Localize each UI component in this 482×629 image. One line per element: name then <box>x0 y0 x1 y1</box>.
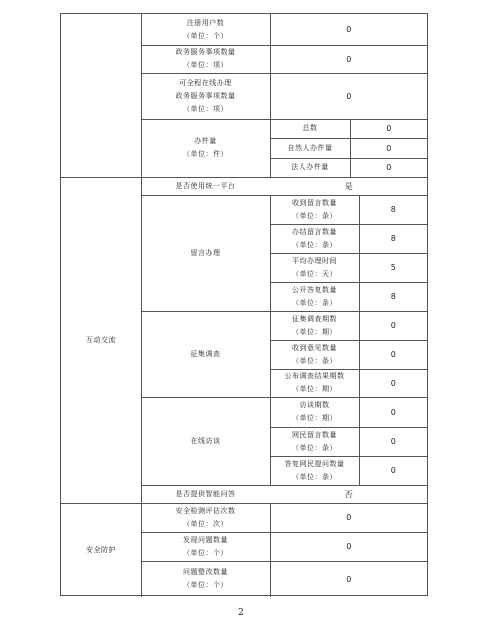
label-handled-total: 总数 <box>302 124 318 132</box>
value-unified-platform: 是 <box>344 181 354 191</box>
value-messages-public-replies: 8 <box>390 292 397 301</box>
label-messages-public-replies: 公开答复数量 （单位：条） <box>292 285 337 307</box>
label-handled: 办件量 （单位：件） <box>183 137 228 158</box>
value-handled-natural: 0 <box>386 143 392 153</box>
label-full-online-items: 可全程在线办理 政务服务事项数量 （单位：项） <box>175 78 236 113</box>
label-survey: 征集调查 <box>190 349 221 358</box>
section-label-security: 安全防护 <box>86 545 116 554</box>
label-handled-legal: 法人办件量 <box>291 163 329 171</box>
section-label-interaction: 互动交流 <box>86 335 116 344</box>
label-issues-found: 发现问题数量 （单位：个） <box>183 535 228 557</box>
label-interview-periods: 访谈期数 （单位：期） <box>292 401 337 422</box>
value-handled-legal: 0 <box>386 163 392 172</box>
value-issues-fixed: 0 <box>346 574 352 584</box>
label-interview-messages: 网民留言数量 （单位：条） <box>292 430 337 452</box>
label-unified-platform: 是否使用统一平台 <box>175 181 236 190</box>
value-gov-service-items: 0 <box>346 54 352 64</box>
label-security-checks: 安全检测评估次数 （单位：次） <box>175 506 236 528</box>
value-interview-periods: 0 <box>390 407 397 417</box>
value-interview-messages: 0 <box>390 437 397 446</box>
label-messages: 留言办理 <box>190 248 221 257</box>
value-messages-received: 8 <box>390 205 397 214</box>
value-survey-results: 0 <box>390 378 397 388</box>
page-number: 2 <box>238 608 244 618</box>
label-interview: 在线访谈 <box>190 436 221 445</box>
data-table <box>60 13 428 596</box>
label-messages-completed: 办结留言数量 （单位：条） <box>292 227 337 249</box>
value-messages-completed: 8 <box>390 234 397 243</box>
label-registered-users: 注册用户数 （单位：个） <box>183 18 228 40</box>
label-survey-opinions: 收到意见数量 （单位：条） <box>292 343 337 365</box>
label-messages-avg-time: 平均办理时间 （单位：天） <box>292 256 337 278</box>
label-survey-results: 公布调查结果期数 （单位：期） <box>284 372 345 393</box>
label-interview-replies: 答复网民提问数量 （单位：条） <box>284 459 345 481</box>
value-smart-qa: 否 <box>344 489 354 499</box>
value-interview-replies: 0 <box>390 466 397 475</box>
value-issues-found: 0 <box>346 542 352 551</box>
value-survey-opinions: 0 <box>390 350 397 359</box>
value-registered-users: 0 <box>346 25 352 34</box>
label-smart-qa: 是否提供智能问答 <box>175 489 236 498</box>
label-messages-received: 收到留言数量 （单位：条） <box>292 198 337 220</box>
value-full-online-items: 0 <box>346 91 352 101</box>
value-messages-avg-time: 5 <box>390 263 397 272</box>
label-issues-fixed: 问题整改数量 （单位：个） <box>183 568 228 589</box>
label-handled-natural: 自然人办件量 <box>287 143 333 152</box>
value-survey-periods: 0 <box>390 321 397 330</box>
value-security-checks: 0 <box>346 513 352 522</box>
label-survey-periods: 征集调查期数 （单位：期） <box>292 314 337 336</box>
label-gov-service-items: 政务服务事项数量 （单位：项） <box>175 48 236 69</box>
value-handled-total: 0 <box>386 124 392 133</box>
